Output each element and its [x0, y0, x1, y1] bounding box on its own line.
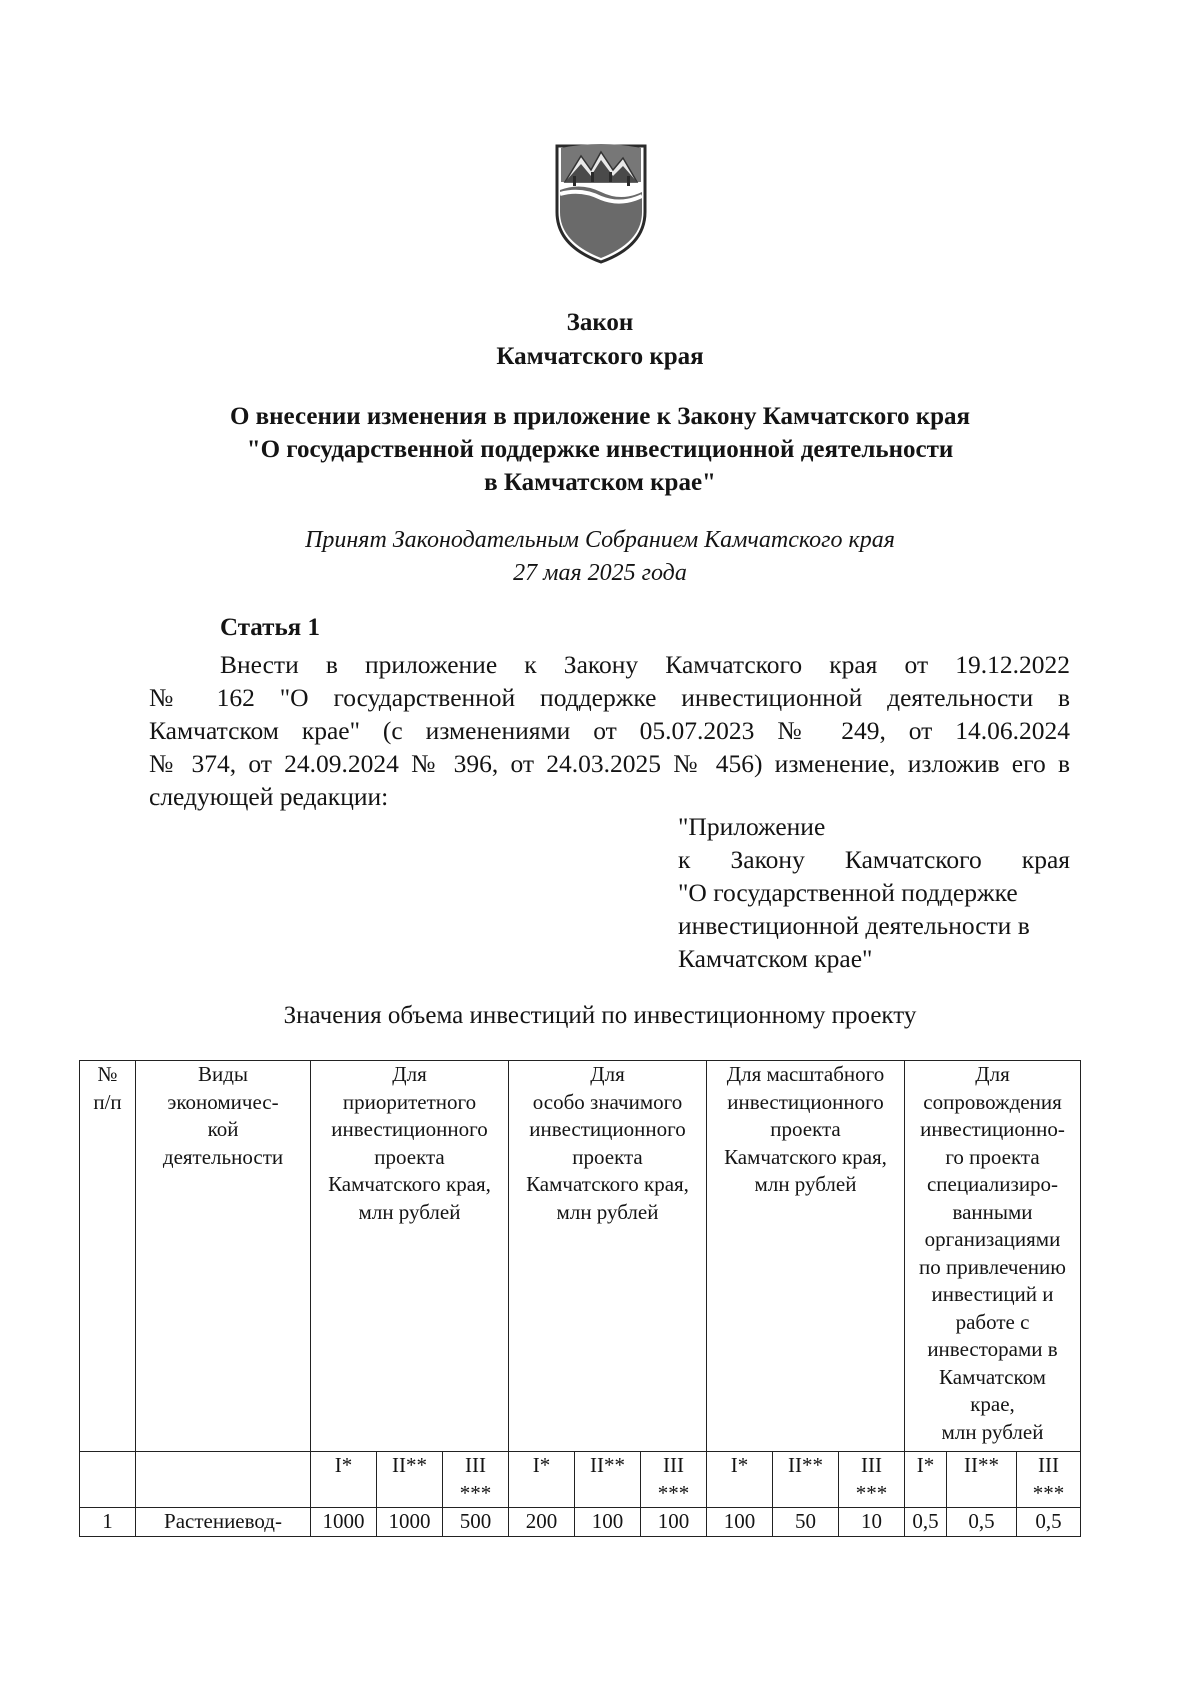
subheader-cell — [641, 1452, 707, 1508]
subheader-line: *** — [657, 1480, 690, 1505]
appendix-line: инвестиционной деятельности в — [678, 911, 1030, 940]
appendix-line: к Закону Камчатского края — [678, 845, 1070, 874]
value-cell: 10 — [839, 1508, 905, 1537]
table-subheader-row — [80, 1452, 1081, 1508]
value-cell: 100 — [575, 1508, 641, 1537]
header-line: инвестиционного — [331, 1117, 488, 1141]
header-large — [707, 1061, 905, 1452]
subheader-cell — [947, 1452, 1017, 1508]
subheader-cell — [1017, 1452, 1081, 1508]
investment-table — [79, 1060, 1081, 1537]
header-num — [80, 1061, 136, 1452]
law-subject-line: "О государственной поддержке инвестиционной деятельности — [246, 436, 954, 463]
law-title: Закон — [566, 309, 634, 336]
table-header-row — [80, 1061, 1081, 1452]
article-line: следующей редакции: — [149, 782, 389, 811]
appendix-line: "О государственной поддержке — [678, 878, 1018, 907]
value-cell: 1000 — [311, 1508, 377, 1537]
header-line: экономичес- — [167, 1089, 279, 1114]
article-line: Камчатском крае" (с изменениями от 05.07.2023 № 249, от 14.06.2024 — [149, 716, 1070, 745]
subheader-line: *** — [855, 1480, 888, 1505]
header-line: Камчатском — [939, 1364, 1046, 1389]
subheader-cell — [443, 1452, 509, 1508]
header-line: инвестиционного — [529, 1117, 686, 1141]
table-row — [80, 1508, 1081, 1537]
value-cell: 200 — [509, 1508, 575, 1537]
value-cell: 100 — [641, 1508, 707, 1537]
header-line: млн рублей — [556, 1199, 659, 1224]
header-line: проекта — [572, 1144, 643, 1169]
subheader-line: I* — [916, 1453, 935, 1477]
subheader-line: I* — [730, 1453, 749, 1477]
subheader-line: II** — [964, 1453, 999, 1477]
header-line: млн рублей — [754, 1172, 857, 1196]
header-line: инвесторами в — [927, 1337, 1058, 1361]
law-subject-line: в Камчатском крае" — [484, 469, 716, 496]
subheader-line: II** — [590, 1453, 625, 1477]
subheader-line: *** — [1032, 1480, 1065, 1505]
header-line: инвестиционно- — [920, 1117, 1065, 1141]
value-cell: 0,5 — [947, 1508, 1017, 1537]
header-kind — [136, 1061, 311, 1452]
header-line: проекта — [770, 1117, 841, 1141]
subheader-empty — [136, 1452, 311, 1508]
header-line: инвестиций и — [931, 1282, 1054, 1306]
header-line: деятельности — [162, 1144, 284, 1169]
article-title: Статья 1 — [220, 614, 320, 641]
value-cell: 0,5 — [905, 1508, 947, 1537]
value-cell: 0,5 — [1017, 1508, 1081, 1537]
header-line: п/п — [93, 1089, 122, 1114]
header-line: работе с — [955, 1309, 1030, 1334]
subheader-line: I* — [334, 1453, 353, 1477]
subheader-cell — [575, 1452, 641, 1508]
subheader-cell — [311, 1452, 377, 1508]
adoption-note — [0, 524, 1200, 590]
header-line: млн рублей — [941, 1419, 1044, 1444]
header-line: го проекта — [945, 1144, 1040, 1169]
subheader-line: III — [465, 1453, 486, 1477]
header-line: Камчатского края, — [328, 1172, 491, 1196]
subheader-line: III — [663, 1453, 684, 1477]
header-line: специализиро- — [926, 1172, 1059, 1196]
row-num: 1 — [80, 1508, 136, 1537]
header-line: Камчатского края, — [724, 1144, 887, 1169]
appendix-reference — [678, 810, 1070, 975]
subheader-cell — [509, 1452, 575, 1508]
header-line: проекта — [374, 1144, 445, 1169]
header-line: сопровождения — [923, 1089, 1062, 1114]
header-line: Для — [975, 1062, 1010, 1086]
header-line: инвестиционного — [727, 1089, 884, 1114]
subheader-cell — [377, 1452, 443, 1508]
table-title: Значения объема инвестиций по инвестиционному проекту — [283, 1002, 917, 1029]
appendix-line: Камчатском крае" — [678, 944, 873, 973]
value-cell: 50 — [773, 1508, 839, 1537]
header-priority — [311, 1061, 509, 1452]
subheader-line: *** — [459, 1480, 492, 1505]
header-line: по привлечению — [919, 1254, 1066, 1279]
header-line: организациями — [924, 1227, 1061, 1251]
subheader-empty — [80, 1452, 136, 1508]
value-cell: 1000 — [377, 1508, 443, 1537]
header-line: Камчатского края, — [526, 1172, 689, 1196]
adoption-body: Принят Законодательным Собранием Камчатского края — [305, 527, 895, 553]
header-line: ванными — [952, 1199, 1033, 1224]
law-subject-line: О внесении изменения в приложение к Закону Камчатского края — [229, 403, 971, 430]
header-line: кой — [207, 1117, 239, 1141]
subheader-line: III — [1038, 1453, 1059, 1477]
subheader-cell — [707, 1452, 773, 1508]
header-line: Для — [392, 1062, 427, 1086]
value-cell: 500 — [443, 1508, 509, 1537]
law-subject — [0, 400, 1200, 499]
header-line: Для — [590, 1062, 625, 1086]
kamchatka-coat-of-arms-icon — [551, 142, 651, 266]
subheader-line: II** — [392, 1453, 427, 1477]
header-line: крае, — [970, 1392, 1015, 1416]
header-line: № — [97, 1062, 118, 1086]
header-line: Для масштабного — [726, 1062, 885, 1086]
article-line: № 374, от 24.09.2024 № 396, от 24.03.2025 № 456) изменение, изложив его в — [149, 749, 1070, 778]
subheader-line: I* — [532, 1453, 551, 1477]
header-line: млн рублей — [358, 1199, 461, 1224]
header-line: приоритетного — [342, 1089, 477, 1114]
subheader-cell — [773, 1452, 839, 1508]
article-text — [149, 648, 1070, 813]
header-line: Виды — [197, 1062, 249, 1086]
appendix-line: "Приложение — [678, 812, 826, 841]
header-support — [905, 1061, 1081, 1452]
article-line: № 162 "О государственной поддержке инвестиционной деятельности в — [149, 683, 1070, 712]
header-line: особо значимого — [532, 1089, 683, 1114]
value-cell: 100 — [707, 1508, 773, 1537]
adoption-date: 27 мая 2025 года — [513, 560, 687, 586]
subheader-cell — [905, 1452, 947, 1508]
row-kind: Растениевод- — [136, 1508, 311, 1537]
article-line: Внести в приложение к Закону Камчатского края от 19.12.2022 — [220, 650, 1070, 679]
subheader-line: III — [861, 1453, 882, 1477]
subheader-cell — [839, 1452, 905, 1508]
header-significant — [509, 1061, 707, 1452]
subheader-line: II** — [788, 1453, 823, 1477]
law-region: Камчатского края — [496, 343, 704, 370]
